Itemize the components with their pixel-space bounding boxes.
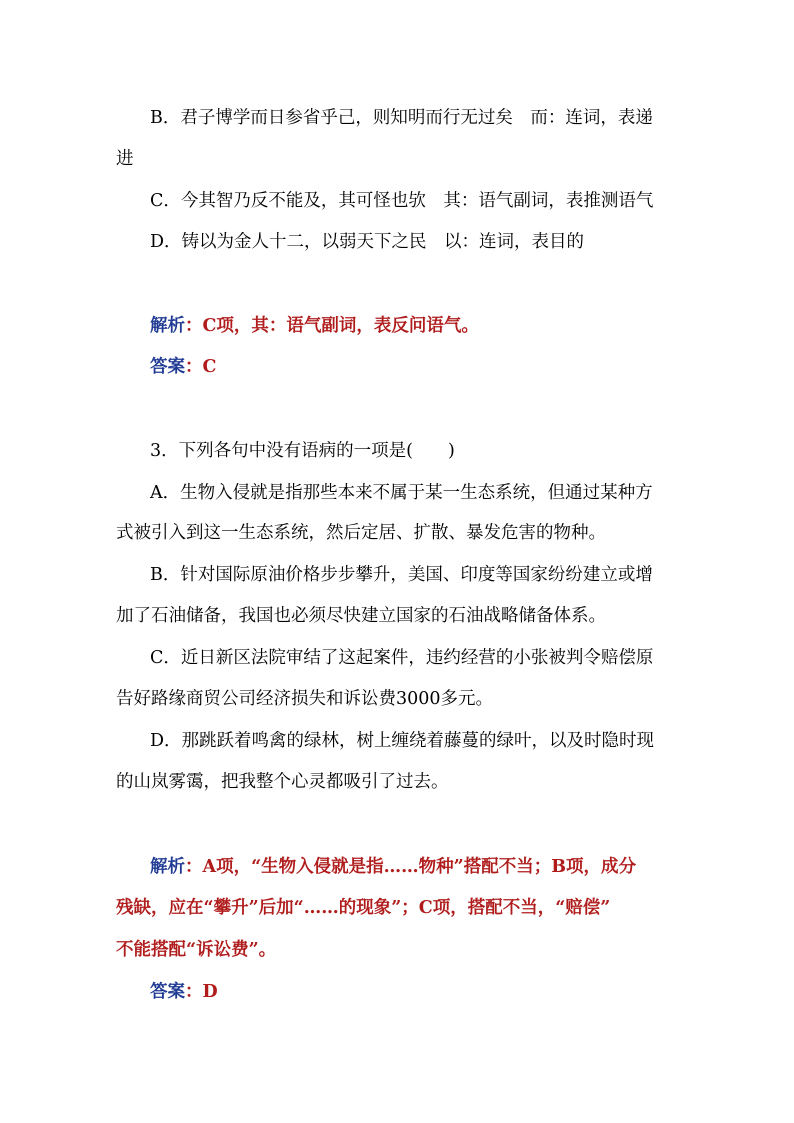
analysis-text: ：A项，“生物入侵就是指……物种”搭配不当；B项，成分	[185, 857, 636, 877]
q3-analysis-line-1	[150, 856, 730, 878]
q3-analysis-line-2: 残缺，应在“攀升”后加“……的现象”；C项，搭配不当，“赔偿”	[116, 898, 611, 918]
q2-option-c: C．今其智乃反不能及，其可怪也欤 其：语气副词，表推测语气	[150, 191, 654, 211]
q3-option-b-line-1: B．针对国际原油价格步步攀升，美国、印度等国家纷纷建立或增	[150, 565, 653, 585]
q2-option-b-line-1: B．君子博学而日参省乎己，则知明而行无过矣 而：连词，表递	[150, 108, 653, 128]
q2-option-b-line-2: 进	[116, 149, 134, 169]
analysis-label: 解析	[150, 857, 185, 877]
q3-option-d-line-1: D．那跳跃着鸣禽的绿林，树上缠绕着藤蔓的绿叶，以及时隐时现	[150, 731, 655, 751]
q3-option-d-line-2: 的山岚雾霭，把我整个心灵都吸引了过去。	[116, 772, 449, 792]
q3-answer	[150, 981, 730, 1003]
q3-option-c-line-2: 告好路缘商贸公司经济损失和诉讼费3000多元。	[116, 689, 494, 709]
analysis-label: 解析	[150, 316, 185, 336]
q3-option-c-line-1: C．近日新区法院审结了这起案件，违约经营的小张被判令赔偿原	[150, 648, 654, 668]
answer-value: ：D	[185, 982, 218, 1002]
q2-analysis	[150, 315, 730, 337]
q3-option-b-line-2: 加了石油储备，我国也必须尽快建立国家的石油战略储备体系。	[116, 606, 606, 626]
q3-stem: 3．下列各句中没有语病的一项是( )	[150, 441, 455, 461]
answer-label: 答案	[150, 357, 185, 377]
q2-answer	[150, 356, 730, 378]
q2-option-d: D．铸以为金人十二，以弱天下之民 以：连词，表目的	[150, 232, 585, 252]
answer-label: 答案	[150, 982, 185, 1002]
answer-value: ：C	[185, 357, 217, 377]
q3-option-a-line-2: 式被引入到这一生态系统，然后定居、扩散、暴发危害的物种。	[116, 523, 606, 543]
q3-analysis-line-3: 不能搭配“诉讼费”。	[116, 940, 277, 960]
analysis-text: ：C项，其：语气副词，表反问语气。	[185, 316, 479, 336]
q3-option-a-line-1: A．生物入侵就是指那些本来不属于某一生态系统，但通过某种方	[150, 483, 653, 503]
